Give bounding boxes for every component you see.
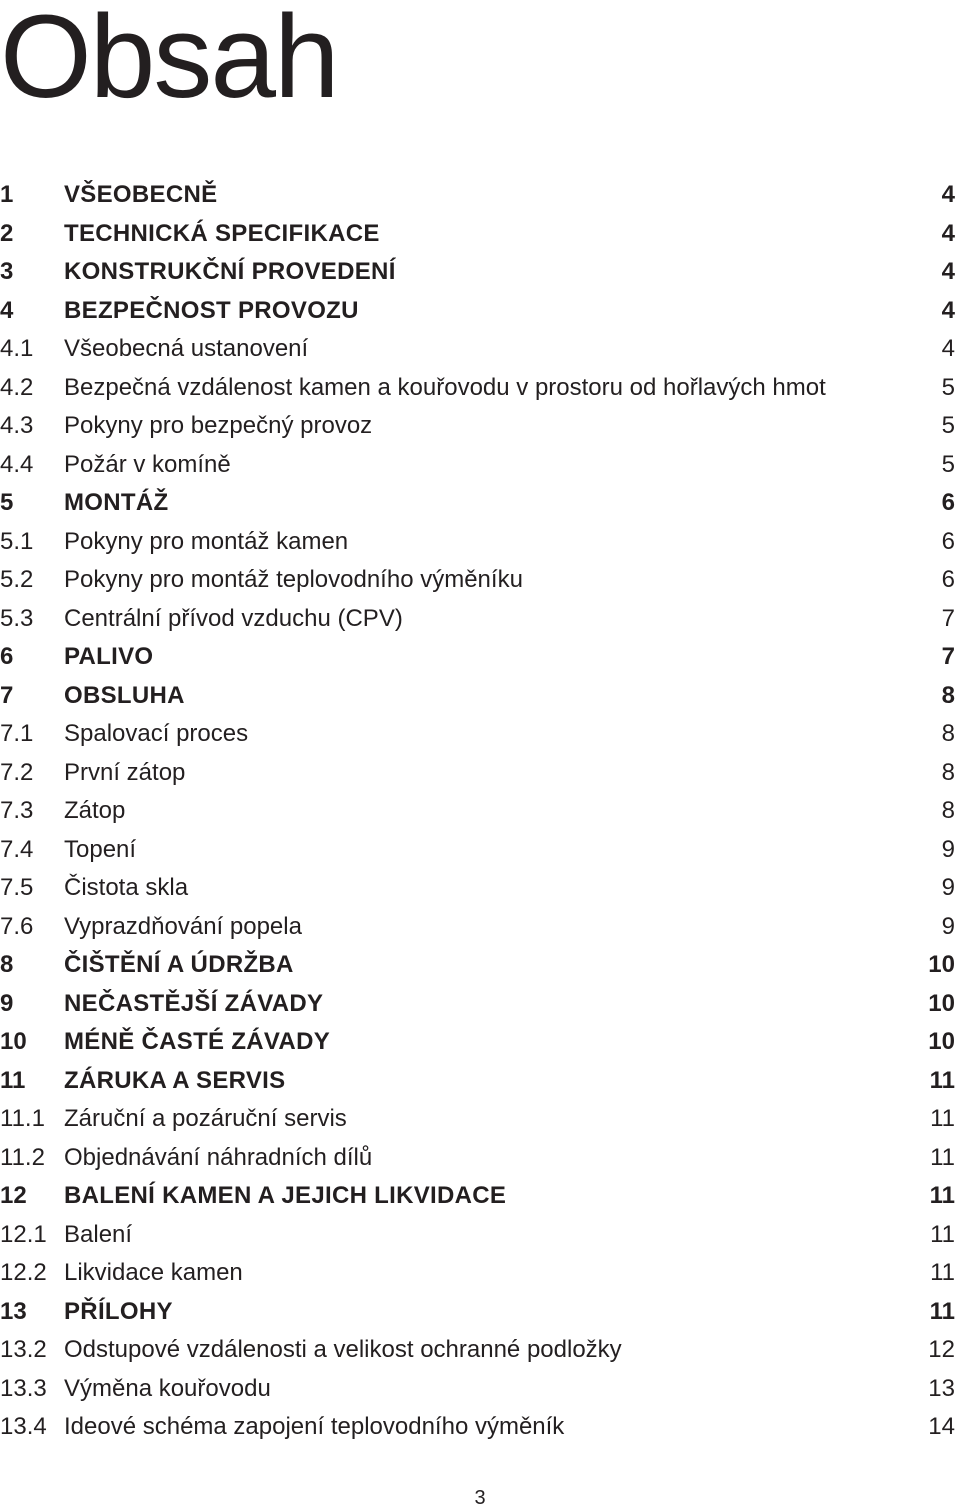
toc-entry-number: 11 [0,1066,26,1094]
toc-entry-number: 4 [0,296,14,324]
toc-entry-number: 5.2 [0,566,34,593]
toc-entry-number: 13.3 [0,1374,47,1402]
toc-entry-page: 11 [929,1182,955,1209]
toc-section-entry [0,1139,960,1178]
toc-section-entry [0,407,960,446]
toc-entry-number: 11.1 [0,1105,45,1132]
toc-entry-number: 7.4 [0,835,34,863]
toc-entry-title: MÉNĚ ČASTÉ ZÁVADY [64,1028,331,1055]
toc-entry-page: 7 [941,643,955,670]
toc-entry-title: Likvidace kamen [64,1259,243,1286]
toc-entry-number: 13 [0,1297,27,1325]
toc-entry-title: Topení [64,835,137,863]
toc-entry-page: 6 [941,489,955,516]
toc-entry-title: ČIŠTĚNÍ A ÚDRŽBA [64,951,294,978]
toc-entry-page: 11 [930,1220,955,1248]
toc-entry-page: 4 [941,181,955,208]
toc-entry-number: 11.2 [0,1143,45,1171]
toc-section-entry [0,1370,960,1409]
toc-entry-title: ZÁRUKA A SERVIS [64,1066,286,1094]
toc-entry-page: 10 [928,1028,955,1055]
toc-entry-title: Objednávání náhradních dílů [64,1143,373,1171]
toc-entry-title: Spalovací proces [64,720,249,747]
toc-entry-title: První zátop [64,758,186,786]
toc-entry-page: 8 [941,720,955,747]
toc-entry-page: 7 [941,604,955,632]
toc-entry-page: 4 [941,219,955,247]
page-number: 3 [474,1487,486,1509]
table-of-contents [0,176,960,1447]
toc-entry-title: Čistota skla [64,874,189,901]
toc-entry-title: Pokyny pro bezpečný provoz [64,412,373,439]
toc-entry-title: Všeobecná ustanovení [64,335,309,362]
toc-chapter-entry [0,253,960,292]
toc-entry-title: Výměna kouřovodu [64,1374,271,1402]
toc-entry-page: 4 [941,258,955,285]
toc-section-entry [0,715,960,754]
toc-entry-page: 8 [941,681,955,709]
toc-chapter-entry [0,946,960,985]
toc-entry-page: 9 [941,874,955,901]
toc-entry-title: PALIVO [64,643,154,670]
toc-entry-title: Ideové schéma zapojení teplovodního výměník [64,1413,565,1440]
toc-entry-page: 8 [941,758,955,786]
toc-chapter-entry [0,677,960,716]
toc-entry-number: 12.1 [0,1220,47,1248]
toc-section-entry [0,523,960,562]
toc-entry-page: 10 [928,951,955,978]
toc-entry-number: 7.6 [0,912,34,940]
toc-entry-number: 13.4 [0,1413,47,1440]
toc-entry-title: KONSTRUKČNÍ PROVEDENÍ [64,258,396,285]
toc-entry-page: 4 [941,335,955,362]
toc-entry-number: 7.2 [0,758,34,786]
toc-entry-title: Požár v komíně [64,450,231,478]
toc-section-entry [0,330,960,369]
toc-section-entry [0,1331,960,1370]
toc-entry-title: PŘÍLOHY [64,1297,173,1325]
toc-entry-page: 11 [930,1105,955,1132]
toc-chapter-entry [0,215,960,254]
toc-entry-number: 7.1 [0,720,34,747]
toc-section-entry [0,1216,960,1255]
toc-entry-title: Odstupové vzdálenosti a velikost ochranné podložky [64,1336,622,1363]
toc-entry-number: 8 [0,951,14,978]
toc-entry-number: 7 [0,681,14,709]
toc-entry-number: 9 [0,989,14,1017]
toc-entry-number: 7.5 [0,874,34,901]
toc-section-entry [0,600,960,639]
page-title: Obsah [0,0,338,123]
toc-entry-page: 10 [928,989,955,1017]
toc-entry-page: 6 [941,527,955,555]
toc-section-entry [0,869,960,908]
toc-entry-title: Zátop [64,797,126,824]
toc-section-entry [0,369,960,408]
toc-entry-number: 2 [0,219,14,247]
toc-chapter-entry [0,1293,960,1332]
toc-entry-page: 11 [930,1143,955,1171]
toc-chapter-entry [0,1062,960,1101]
toc-section-entry [0,561,960,600]
toc-entry-title: BEZPEČNOST PROVOZU [64,296,359,324]
toc-chapter-entry [0,484,960,523]
toc-entry-title: Pokyny pro montáž kamen [64,527,349,555]
toc-section-entry [0,908,960,947]
toc-chapter-entry [0,1023,960,1062]
toc-entry-title: Záruční a pozáruční servis [64,1105,347,1132]
toc-entry-number: 5 [0,489,14,516]
toc-section-entry [0,831,960,870]
toc-entry-page: 8 [941,797,955,824]
toc-entry-number: 4.2 [0,373,34,401]
toc-chapter-entry [0,985,960,1024]
toc-entry-number: 4.1 [0,335,34,362]
toc-entry-page: 4 [941,296,955,324]
toc-section-entry [0,446,960,485]
toc-section-entry [0,1408,960,1447]
toc-entry-page: 12 [928,1336,955,1363]
toc-entry-number: 13.2 [0,1336,47,1363]
toc-entry-number: 4.3 [0,412,34,439]
toc-entry-page: 11 [929,1066,955,1094]
toc-section-entry [0,754,960,793]
toc-entry-page: 5 [941,450,955,478]
toc-entry-page: 5 [941,412,955,439]
toc-entry-title: Balení [64,1220,133,1248]
toc-entry-page: 9 [941,835,955,863]
toc-section-entry [0,792,960,831]
toc-entry-title: NEČASTĚJŠÍ ZÁVADY [64,989,324,1017]
toc-section-entry [0,1100,960,1139]
toc-entry-page: 9 [941,912,955,940]
toc-entry-title: VŠEOBECNĚ [64,181,218,208]
toc-entry-number: 12.2 [0,1259,47,1286]
toc-entry-page: 5 [941,373,955,401]
toc-entry-title: Vyprazdňování popela [64,912,302,940]
toc-entry-number: 3 [0,258,14,285]
toc-entry-title: Centrální přívod vzduchu (CPV) [64,604,403,632]
toc-chapter-entry [0,1177,960,1216]
toc-entry-page: 13 [928,1374,955,1402]
toc-entry-number: 12 [0,1182,27,1209]
toc-entry-number: 5.1 [0,527,34,555]
toc-entry-number: 7.3 [0,797,34,824]
toc-entry-number: 5.3 [0,604,34,632]
toc-chapter-entry [0,638,960,677]
toc-entry-number: 1 [0,181,14,208]
toc-chapter-entry [0,292,960,331]
toc-entry-page: 11 [929,1297,955,1325]
toc-section-entry [0,1254,960,1293]
toc-entry-title: Pokyny pro montáž teplovodního výměníku [64,566,523,593]
toc-entry-title: OBSLUHA [64,681,185,709]
toc-entry-number: 10 [0,1028,27,1055]
toc-entry-title: BALENÍ KAMEN A JEJICH LIKVIDACE [64,1182,507,1209]
toc-entry-page: 6 [941,566,955,593]
toc-entry-number: 6 [0,643,14,670]
toc-entry-page: 11 [930,1259,955,1286]
toc-entry-title: MONTÁŽ [64,489,169,516]
toc-chapter-entry [0,176,960,215]
toc-entry-page: 14 [928,1413,955,1440]
toc-entry-title: Bezpečná vzdálenost kamen a kouřovodu v prostoru od hořlavých hmot [64,373,826,401]
toc-entry-title: TECHNICKÁ SPECIFIKACE [64,219,380,247]
toc-entry-number: 4.4 [0,450,34,478]
